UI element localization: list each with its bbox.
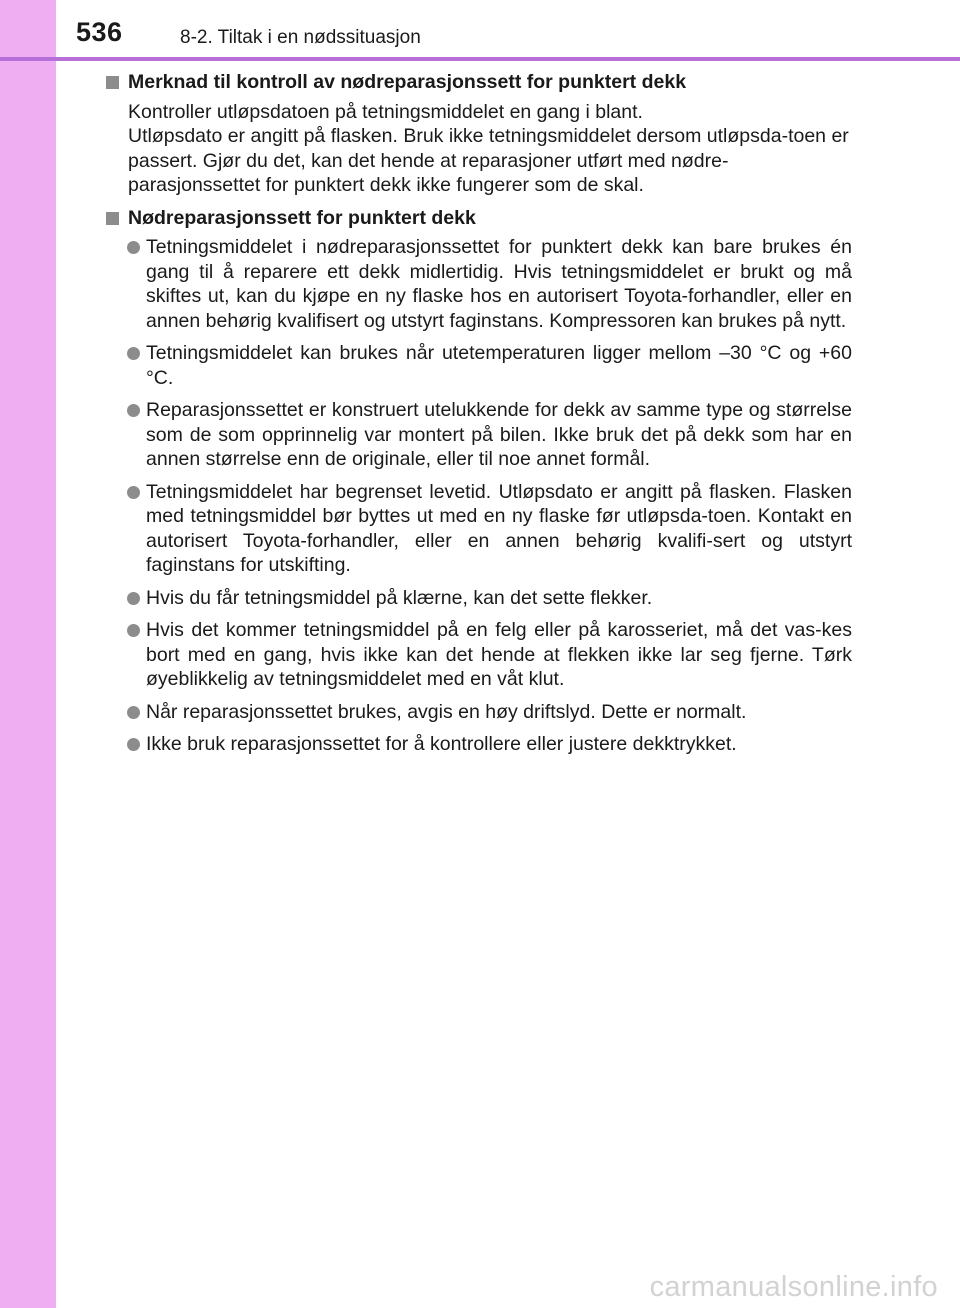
note-paragraph: Kontroller utløpsdatoen på tetningsmiddelet en gang i blant. <box>128 100 643 123</box>
list-item-text: Tetningsmiddelet i nødreparasjonssettet for punktert dekk kan bare brukes én gang til å reparere ett dekk midlertidig. Hvis tetningsmiddelet er brukt og må skiftes ut, kan du kjøpe en ny flaske hos en autorisert Toyota-forhandler, eller en annen behørig kvalifisert og utstyrt faginstans. Kompressoren kan brukes på nytt. <box>146 236 852 332</box>
page-header <box>0 0 960 57</box>
watermark-text: carmanualsonline.info <box>649 1271 938 1303</box>
square-bullet-icon <box>106 212 119 225</box>
note-body <box>106 100 852 198</box>
list-item <box>106 700 852 725</box>
kit-block <box>106 206 852 757</box>
sidebar-color-band <box>0 0 56 1308</box>
kit-heading-text: Nødreparasjonssett for punktert dekk <box>128 206 476 229</box>
list-item <box>106 341 852 390</box>
round-bullet-icon <box>127 706 140 719</box>
list-item-text: Hvis det kommer tetningsmiddel på en felg eller på karosseriet, må det vas-kes bort med en gang, hvis ikke kan det hende at flekken ikke lar seg fjerne. Tørk øyeblikkelig av tetningsmiddelet med en våt klut. <box>146 619 852 690</box>
list-item <box>106 586 852 611</box>
note-block <box>106 70 852 198</box>
round-bullet-icon <box>127 738 140 751</box>
list-item <box>106 480 852 578</box>
list-item-text: Ikke bruk reparasjonssettet for å kontrollere eller justere dekktrykket. <box>146 733 737 755</box>
list-item <box>106 398 852 472</box>
list-item-text: Tetningsmiddelet kan brukes når utetemperaturen ligger mellom –30 °C og +60 °C. <box>146 342 852 389</box>
list-item <box>106 235 852 333</box>
list-item-text: Når reparasjonssettet brukes, avgis en høy driftslyd. Dette er normalt. <box>146 700 747 723</box>
list-item-text: Tetningsmiddelet har begrenset levetid. Utløpsdato er angitt på flasken. Flasken med tetningsmiddel bør byttes ut med en ny flaske før utløpsda-toen. Kontakt en autorisert Toyota-forhandler, eller en annen behørig kvalifi-sert og utstyrt faginstans for utskifting. <box>146 480 852 576</box>
kit-heading <box>106 206 852 231</box>
square-bullet-icon <box>106 76 119 89</box>
round-bullet-icon <box>127 347 140 360</box>
header-rule <box>0 57 960 61</box>
round-bullet-icon <box>127 624 140 637</box>
sidebar-cap <box>0 0 56 57</box>
list-item-text: Reparasjonssettet er konstruert utelukkende for dekk av samme type og størrelse som de som opprinnelig var montert på bilen. Ikke bruk det på dekk som har en annen størrelse enn de originale, eller til noe annet formål. <box>146 399 852 470</box>
page-number: 536 <box>76 17 123 47</box>
note-paragraph: Utløpsdato er angitt på flasken. Bruk ikke tetningsmiddelet dersom utløpsda-toen er passert. Gjør du det, kan det hende at reparasjoner utført med nødre-parasjonssettet for punktert dekk ikke fungerer som de skal. <box>128 125 849 196</box>
round-bullet-icon <box>127 241 140 254</box>
section-title: 8-2. Tiltak i en nødssituasjon <box>180 27 421 48</box>
list-item-text: Hvis du får tetningsmiddel på klærne, kan det sette flekker. <box>146 586 653 609</box>
note-heading <box>106 70 852 95</box>
page-content <box>106 70 852 765</box>
note-heading-text: Merknad til kontroll av nødreparasjonssett for punktert dekk <box>128 71 687 93</box>
round-bullet-icon <box>127 404 140 417</box>
round-bullet-icon <box>127 592 140 605</box>
round-bullet-icon <box>127 486 140 499</box>
list-item <box>106 732 852 757</box>
list-item <box>106 618 852 692</box>
